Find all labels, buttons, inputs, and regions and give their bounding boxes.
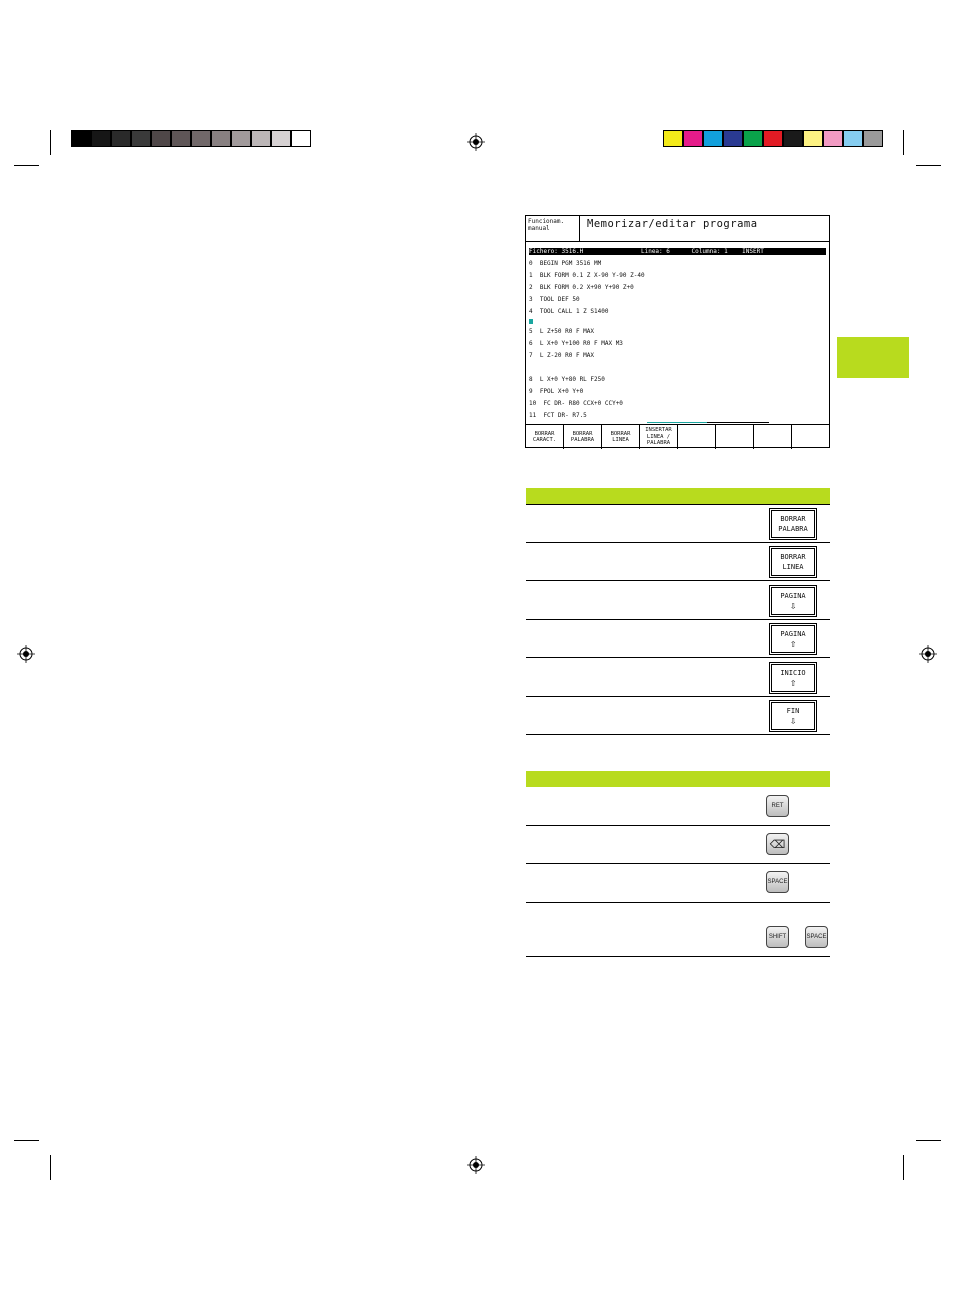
gray-swatch xyxy=(191,130,211,147)
gray-swatch xyxy=(211,130,231,147)
softkey[interactable] xyxy=(564,425,602,449)
table2-header xyxy=(526,771,830,787)
program-line[interactable]: 4 TOOL CALL 1 Z S1400 xyxy=(529,308,609,315)
program-line[interactable]: 8 L X+0 Y+80 RL F250 xyxy=(529,376,605,383)
ret-key[interactable]: RET xyxy=(766,795,789,817)
table1-header xyxy=(526,488,830,504)
table2-row-divider xyxy=(526,902,830,903)
key-label: PAGINA xyxy=(780,630,806,638)
arrow-up-icon: ⇧ xyxy=(789,637,797,650)
program-line[interactable]: 2 BLK FORM 0.2 X+90 Y+90 Z+0 xyxy=(529,284,634,291)
program-line[interactable]: 5 L Z+50 R0 F MAX xyxy=(529,328,595,335)
tnc-screen xyxy=(525,215,830,448)
gray-swatch xyxy=(151,130,171,147)
softkey[interactable] xyxy=(716,425,754,449)
program-line[interactable]: 7 L Z-20 R0 F MAX xyxy=(529,352,595,359)
arrow-up-icon: ⇧ xyxy=(789,676,797,689)
table1-row-divider xyxy=(526,619,830,620)
softkey[interactable] xyxy=(526,425,564,449)
program-line[interactable]: 10 FC DR- R80 CCX+0 CCY+0 xyxy=(529,400,623,407)
crop-mark-bottom-right-v xyxy=(903,1155,904,1180)
soft-key-button[interactable] xyxy=(769,662,817,694)
operating-mode-label: Funcionam. manual xyxy=(526,216,580,241)
crop-mark-top-right-v xyxy=(903,130,904,155)
soft-key-button[interactable] xyxy=(769,585,817,617)
gray-swatch xyxy=(111,130,131,147)
key-label: BORRAR xyxy=(780,515,806,523)
crop-mark-bottom-right-h xyxy=(916,1140,941,1141)
soft-key-button[interactable] xyxy=(769,546,817,578)
space-key[interactable]: SPACE xyxy=(766,871,789,893)
backspace-key-icon[interactable]: ⌫ xyxy=(766,833,789,855)
key-label-line2: PALABRA xyxy=(778,525,808,533)
softkey[interactable] xyxy=(602,425,640,449)
screen-title: Memorizar/editar programa xyxy=(587,218,758,230)
table2-row-divider xyxy=(526,825,830,826)
registration-mark-left-icon xyxy=(17,645,35,663)
table1-row-divider xyxy=(526,542,830,543)
table1-row-divider xyxy=(526,734,830,735)
registration-mark-bottom-icon xyxy=(467,1156,485,1174)
color-swatch xyxy=(683,130,703,147)
crop-mark-top-left-v xyxy=(50,130,51,155)
crop-mark-bottom-left-h xyxy=(14,1140,39,1141)
key-label: PAGINA xyxy=(780,592,806,600)
key-label: INICIO xyxy=(780,669,806,677)
program-line[interactable]: 9 FPOL X+0 Y+0 xyxy=(529,388,584,395)
key-label: BORRAR xyxy=(780,553,806,561)
softkey-label: INSERTAR LINEA / PALABRA xyxy=(645,427,672,447)
softkey-label: BORRAR LINEA xyxy=(610,430,631,443)
gray-swatch xyxy=(231,130,251,147)
color-swatch xyxy=(743,130,763,147)
crop-mark-top-left-h xyxy=(14,165,39,166)
gray-swatch xyxy=(271,130,291,147)
key-label-line2: LINEA xyxy=(782,563,804,571)
color-swatch xyxy=(763,130,783,147)
softkey[interactable] xyxy=(678,425,716,449)
table1-row-divider xyxy=(526,580,830,581)
softkey[interactable] xyxy=(792,425,829,449)
softkey-label: BORRAR CARACT. xyxy=(532,430,557,443)
arrow-down-icon: ⇩ xyxy=(789,714,797,727)
table1-row-divider xyxy=(526,657,830,658)
crop-mark-bottom-left-v xyxy=(50,1155,51,1180)
program-line[interactable]: 0 BEGIN PGM 3516 MM xyxy=(529,260,602,267)
color-swatch xyxy=(823,130,843,147)
color-swatch xyxy=(783,130,803,147)
gray-swatch xyxy=(251,130,271,147)
color-swatch xyxy=(703,130,723,147)
program-line[interactable]: 11 FCT DR- R7.5 xyxy=(529,412,587,419)
color-swatch xyxy=(843,130,863,147)
color-swatch xyxy=(663,130,683,147)
shift-key[interactable]: SHIFT xyxy=(766,926,789,948)
table2-row-divider xyxy=(526,863,830,864)
registration-mark-right-icon xyxy=(919,645,937,663)
softkey[interactable] xyxy=(754,425,792,449)
arrow-down-icon: ⇩ xyxy=(789,599,797,612)
key-label: FIN xyxy=(786,707,800,715)
table1-row-divider xyxy=(526,696,830,697)
gray-swatch xyxy=(131,130,151,147)
soft-key-button[interactable] xyxy=(769,700,817,732)
table1-row-divider xyxy=(526,504,830,505)
text-cursor xyxy=(529,319,533,324)
gray-swatch xyxy=(71,130,91,147)
crop-mark-top-right-h xyxy=(916,165,941,166)
color-swatch xyxy=(803,130,823,147)
color-swatch xyxy=(723,130,743,147)
program-line[interactable]: 1 BLK FORM 0.1 Z X-90 Y-90 Z-40 xyxy=(529,272,645,279)
color-swatch xyxy=(863,130,883,147)
softkey-bar-indicator-dark xyxy=(707,422,769,423)
gray-swatch xyxy=(291,130,311,147)
softkey[interactable] xyxy=(640,425,678,449)
gray-swatch xyxy=(91,130,111,147)
gray-swatch xyxy=(171,130,191,147)
soft-key-button[interactable] xyxy=(769,508,817,540)
space-key[interactable]: SPACE xyxy=(805,926,828,948)
registration-mark-top-icon xyxy=(467,133,485,151)
screen-header-divider xyxy=(526,241,829,242)
softkey-bar-indicator xyxy=(647,422,707,423)
program-line[interactable]: 3 TOOL DEF 50 xyxy=(529,296,580,303)
table2-row-divider xyxy=(526,956,830,957)
softkey-label: BORRAR PALABRA xyxy=(570,430,595,443)
chapter-tab xyxy=(837,337,909,378)
status-line: Fichero: 3516.H Linea: 6 Columna: 1 INSERT xyxy=(529,248,826,255)
program-line[interactable]: 6 L X+0 Y+100 R0 F MAX M3 xyxy=(529,340,623,347)
soft-key-button[interactable] xyxy=(769,623,817,655)
softkey-row xyxy=(526,424,829,449)
